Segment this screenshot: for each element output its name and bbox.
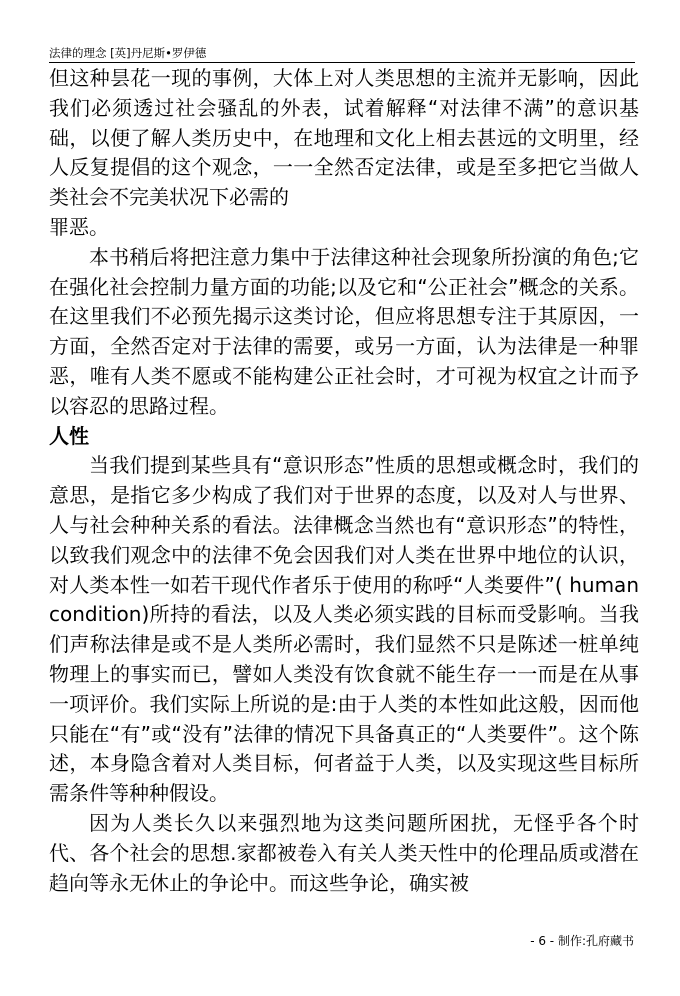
paragraph-2: 本书稍后将把注意力集中于法律这种社会现象所扮演的角色;它在强化社会控制力量方面的功能;以及它和“公正社会”概念的关系。在这里我们不必预先揭示这类讨论，但应将思想专注于其原因，一方面，全然否定对于法律的需要，或另一方面，认为法律是一种罪恶，唯有人类不愿或不能构建公正社会时，才可视为权宜之计而予以容忍的思路过程。 (49, 244, 639, 418)
paragraph-1-continuation: 罪恶。 (49, 214, 109, 239)
paragraph-4: 因为人类长久以来强烈地为这类问题所困扰，无怪乎各个时代、各个社会的思想.家都被卷入有关人类天性中的伦理品质或潜在趋向等永无休止的争论中。而这些争论，确实被 (49, 810, 639, 895)
paragraph-3: 当我们提到某些具有“意识形态”性质的思想或概念时，我们的意思，是指它多少构成了我们对于世界的态度，以及对人与世界、人与社会种种关系的看法。法律概念当然也有“意识形态”的特性，以致我们观念中的法律不免会因我们对人类在世界中地位的认识，对人类本性一如若干现代作者乐于使用的称呼“人类要件”( human condition)所持的看法，以及人类必须实践的目标而受影响。当我们声称法律是或不是人类所必需时，我们显然不只是陈述一桩单纯物理上的事实而已，譬如人类没有饮食就不能生存一一而是在从事一项评价。我们实际上所说的是:由于人类的本性如此这般，因而他只能在“有”或“没有”法律的情况下具备真正的“人类要件”。这个陈述，本身隐含着对人类目标，何者益于人类，以及实现这些目标所需条件等种种假设。 (49, 453, 639, 806)
page-footer: - 6 - 制作:孔府藏书 (530, 934, 634, 948)
paragraph-1: 但这种昙花一现的事例，大体上对人类思想的主流并无影响，因此我们必须透过社会骚乱的外表，试着解释“对法律不满”的意识基础，以便了解人类历史中，在地理和文化上相去甚远的文明里，经人反复提倡的这个观念，一一全然否定法律，或是至多把它当做人类社会不完美状况下必需的 (49, 66, 639, 210)
section-heading: 人性 (49, 423, 89, 448)
running-header: 法律的理念 [英]丹尼斯•罗伊德 (49, 46, 635, 63)
body-text (49, 64, 639, 898)
